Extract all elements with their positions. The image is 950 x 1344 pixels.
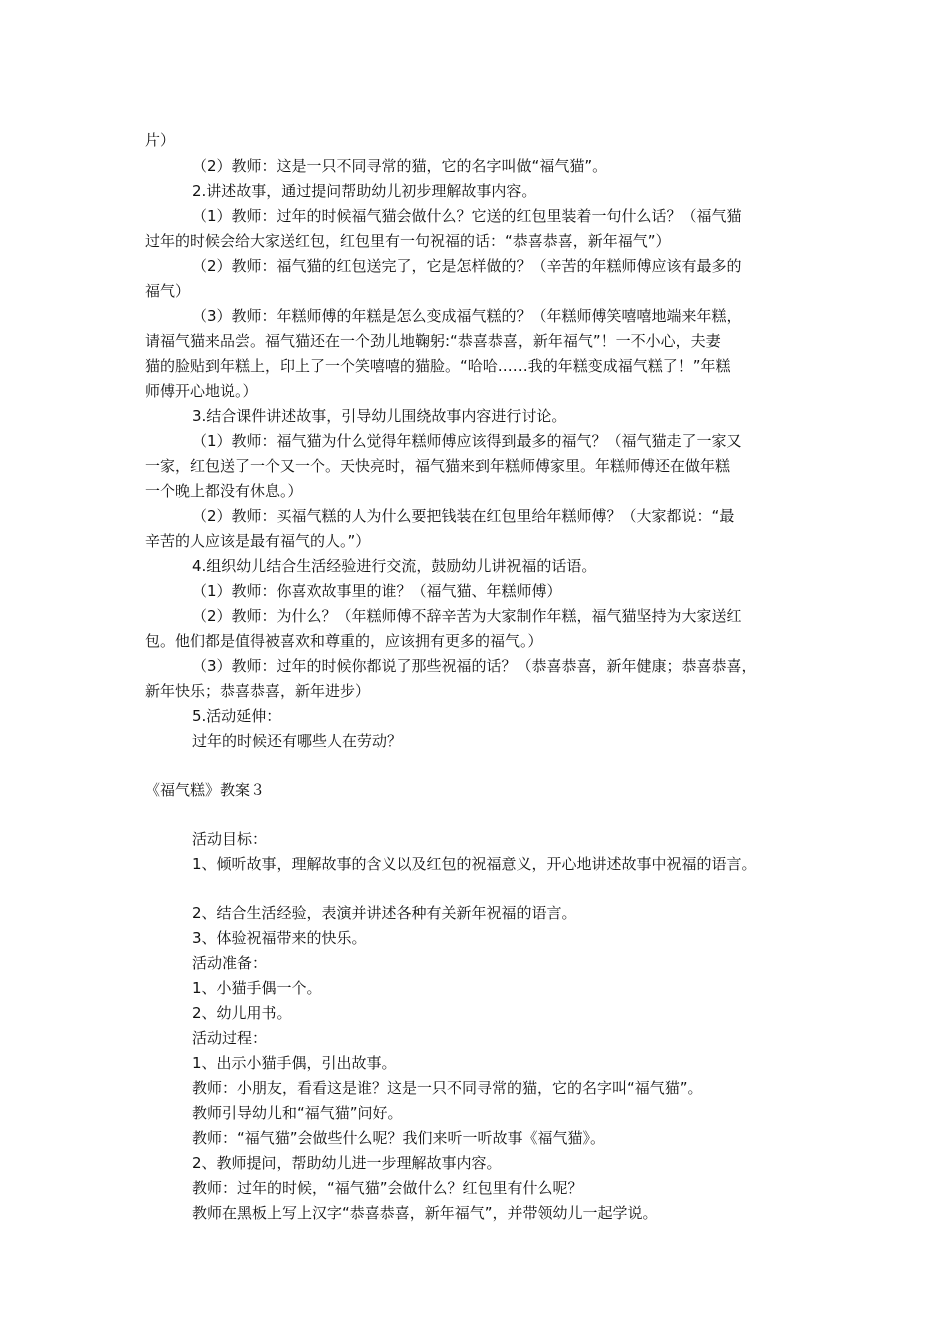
paragraph-line: 4.组织幼儿结合生活经验进行交流，鼓励幼儿讲祝福的话语。 bbox=[192, 557, 597, 575]
paragraph-line: 活动准备： bbox=[192, 954, 268, 972]
paragraph-line: 活动目标： bbox=[192, 830, 268, 848]
paragraph-line: 2、教师提问，帮助幼儿进一步理解故事内容。 bbox=[192, 1154, 502, 1172]
paragraph-line: 3.结合课件讲述故事，引导幼儿围绕故事内容进行讨论。 bbox=[192, 407, 567, 425]
paragraph-line: 2、幼儿用书。 bbox=[192, 1004, 292, 1022]
paragraph-line: （3）教师：年糕师傅的年糕是怎么变成福气糕的？（年糕师傅笑嘻嘻地端来年糕， bbox=[192, 307, 742, 325]
paragraph-line: 一家，红包送了一个又一个。天快亮时，福气猫来到年糕师傅家里。年糕师傅还在做年糕 bbox=[145, 457, 731, 475]
paragraph-line: 过年的时候还有哪些人在劳动？ bbox=[192, 732, 403, 750]
paragraph-line: 福气） bbox=[145, 282, 191, 300]
paragraph-line: 活动过程： bbox=[192, 1029, 268, 1047]
paragraph-line: 教师：小朋友，看看这是谁？这是一只不同寻常的猫，它的名字叫“福气猫”。 bbox=[192, 1079, 703, 1097]
paragraph-line: 猫的脸贴到年糕上，印上了一个笑嘻嘻的猫脸。“哈哈……我的年糕变成福气糕了！”年糕 bbox=[145, 357, 731, 375]
section-heading: 《福气糕》教案３ bbox=[145, 781, 266, 799]
paragraph-line: 新年快乐；恭喜恭喜，新年进步） bbox=[145, 682, 371, 700]
paragraph-line: 包。他们都是值得被喜欢和尊重的，应该拥有更多的福气。） bbox=[145, 632, 543, 650]
paragraph-line: 1、出示小猫手偶，引出故事。 bbox=[192, 1054, 397, 1072]
paragraph-line: 教师在黑板上写上汉字“恭喜恭喜，新年福气”，并带领幼儿一起学说。 bbox=[192, 1204, 658, 1222]
paragraph-line: 过年的时候会给大家送红包，红包里有一句祝福的话：“恭喜恭喜，新年福气”） bbox=[145, 232, 671, 250]
paragraph-line: （2）教师：这是一只不同寻常的猫，它的名字叫做“福气猫”。 bbox=[192, 157, 608, 175]
paragraph-line: （2）教师：买福气糕的人为什么要把钱装在红包里给年糕师傅？（大家都说：“最 bbox=[192, 507, 735, 525]
paragraph-line: （2）教师：福气猫的红包送完了，它是怎样做的？（辛苦的年糕师傅应该有最多的 bbox=[192, 257, 742, 275]
paragraph-line: （3）教师：过年的时候你都说了那些祝福的话？（恭喜恭喜，新年健康；恭喜恭喜， bbox=[192, 657, 757, 675]
paragraph-line: （1）教师：你喜欢故事里的谁？（福气猫、年糕师傅） bbox=[192, 582, 562, 600]
paragraph-line: 1、倾听故事，理解故事的含义以及红包的祝福意义，开心地讲述故事中祝福的语言。 bbox=[192, 855, 757, 873]
paragraph-line: 5.活动延伸： bbox=[192, 707, 282, 725]
paragraph-line: （1）教师：过年的时候福气猫会做什么？它送的红包里装着一句什么话？（福气猫 bbox=[192, 207, 742, 225]
paragraph-line: 3、体验祝福带来的快乐。 bbox=[192, 929, 367, 947]
paragraph-line: 一个晚上都没有休息。） bbox=[145, 482, 303, 500]
paragraph-line: （1）教师：福气猫为什么觉得年糕师傅应该得到最多的福气？（福气猫走了一家又 bbox=[192, 432, 742, 450]
paragraph-line: 教师：“福气猫”会做些什么呢？我们来听一听故事《福气猫》。 bbox=[192, 1129, 606, 1147]
paragraph-line: 1、小猫手偶一个。 bbox=[192, 979, 322, 997]
paragraph-line: 教师：过年的时候，“福气猫”会做什么？红包里有什么呢？ bbox=[192, 1179, 583, 1197]
paragraph-line: 2.讲述故事，通过提问帮助幼儿初步理解故事内容。 bbox=[192, 182, 537, 200]
paragraph-line: 教师引导幼儿和“福气猫”问好。 bbox=[192, 1104, 403, 1122]
paragraph-line: 2、结合生活经验，表演并讲述各种有关新年祝福的语言。 bbox=[192, 904, 577, 922]
paragraph-line: （2）教师：为什么？（年糕师傅不辞辛苦为大家制作年糕，福气猫坚持为大家送红 bbox=[192, 607, 742, 625]
paragraph-line: 请福气猫来品尝。福气猫还在一个劲儿地鞠躬:“恭喜恭喜，新年福气”！一不小心，夫妻 bbox=[145, 332, 721, 350]
paragraph-line: 师傅开心地说。） bbox=[145, 382, 258, 400]
paragraph-line: 片） bbox=[145, 131, 176, 149]
paragraph-line: 辛苦的人应该是最有福气的人。”） bbox=[145, 532, 371, 550]
